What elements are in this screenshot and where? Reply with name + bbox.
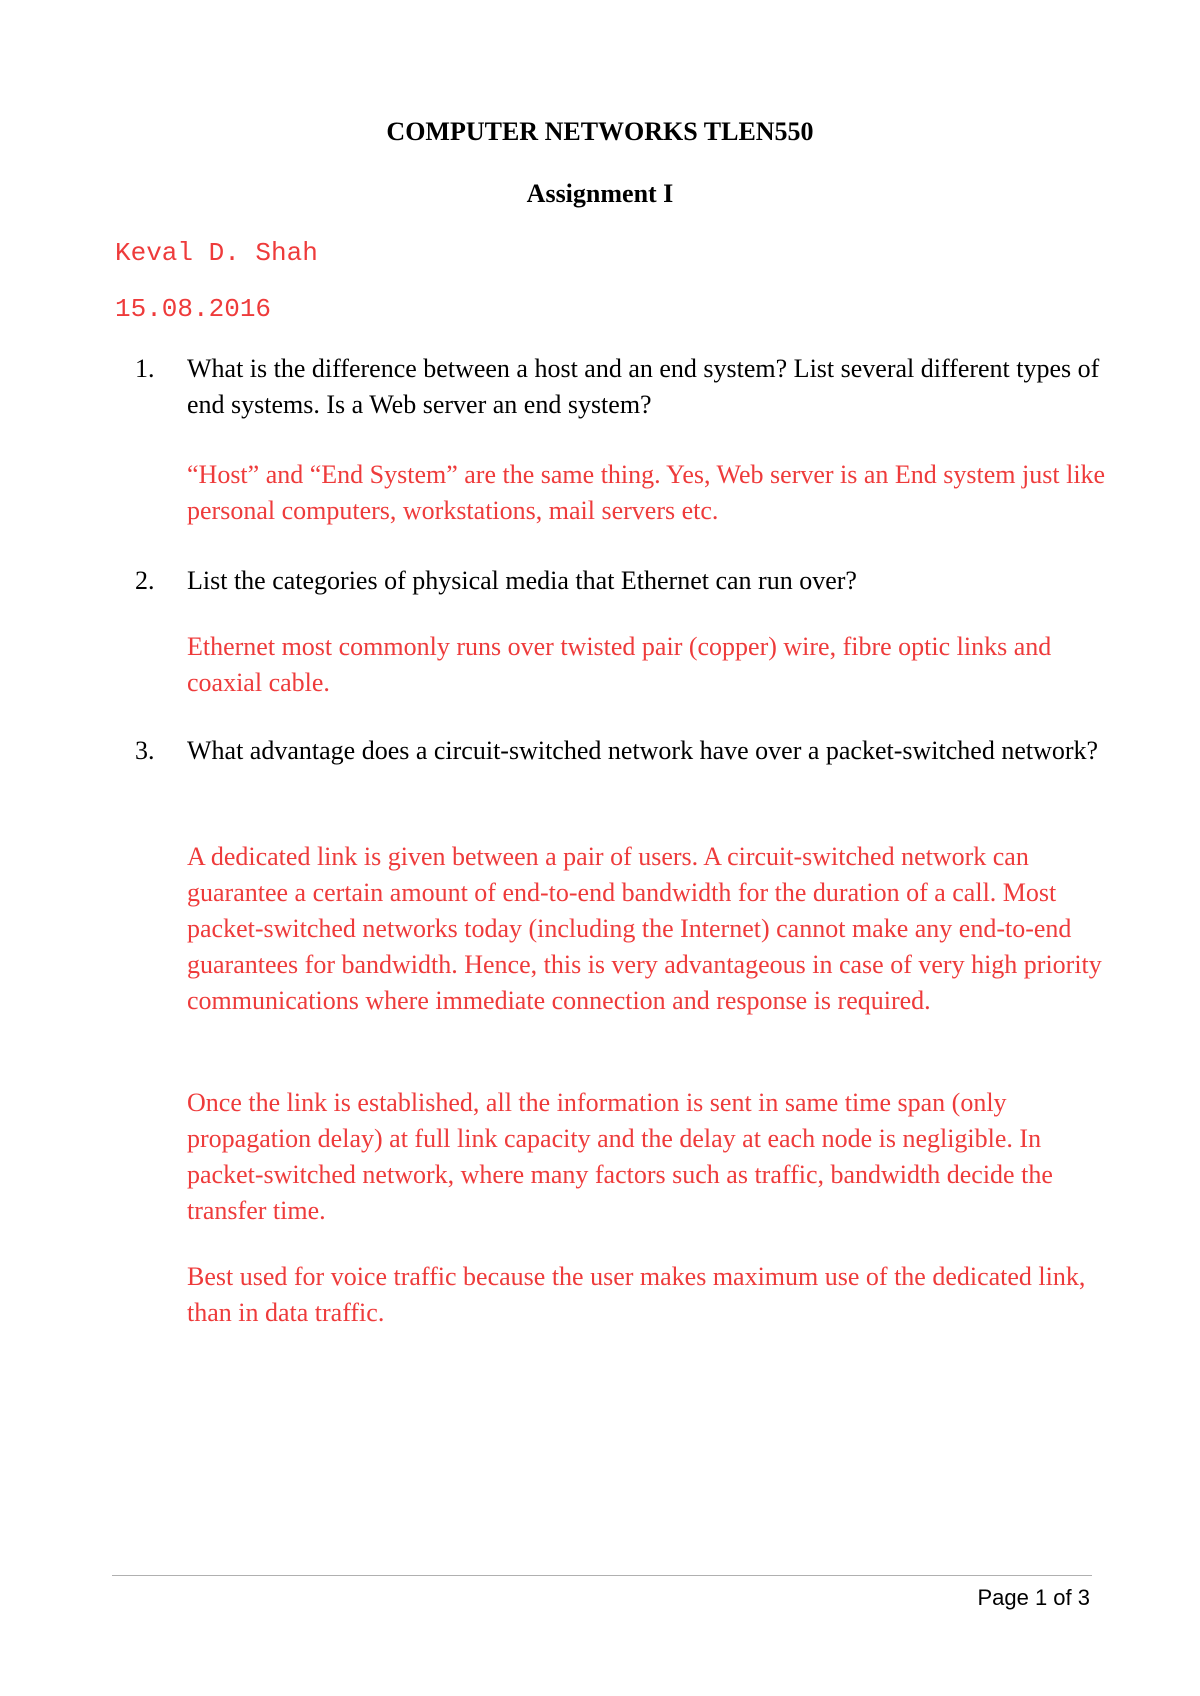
footer-divider: [112, 1575, 1092, 1576]
question-2-text: List the categories of physical media that Ethernet can run over?: [187, 566, 857, 595]
answer-2-paragraph-1: Ethernet most commonly runs over twisted pair (copper) wire, fibre optic links and coaxial cable.: [187, 632, 1052, 697]
document-title: COMPUTER NETWORKS TLEN550: [386, 117, 814, 146]
answer-3-paragraph-1: A dedicated link is given between a pair of users. A circuit-switched network can guarantee a certain amount of end-to-end bandwidth for the duration of a call. Most packet-switched networks today (including the Internet) cannot make any end-to-end guarantees for bandwidth. Hence, this is very advantageous in case of very high priority communications where immediate connection and response is required.: [187, 842, 1102, 1015]
page-number: Page 1 of 3: [977, 1585, 1090, 1610]
question-1-number: 1.: [135, 354, 155, 383]
question-1-text: What is the difference between a host and an end system? List several different types of end systems. Is a Web server an end system?: [187, 354, 1100, 419]
document-date: 15.08.2016: [115, 294, 272, 324]
answer-3-paragraph-2: Once the link is established, all the information is sent in same time span (only propagation delay) at full link capacity and the delay at each node is negligible. In packet-switched network, where many factors such as traffic, bandwidth decide the transfer time.: [187, 1088, 1053, 1225]
question-3-text: What advantage does a circuit-switched network have over a packet-switched network?: [187, 736, 1099, 765]
document-subtitle: Assignment I: [526, 179, 674, 208]
question-3-number: 3.: [135, 736, 155, 765]
question-2-number: 2.: [135, 566, 155, 595]
answer-3-paragraph-3: Best used for voice traffic because the user makes maximum use of the dedicated link, than in data traffic.: [187, 1262, 1086, 1327]
answer-1-paragraph-1: “Host” and “End System” are the same thing. Yes, Web server is an End system just like personal computers, workstations, mail servers etc.: [187, 460, 1106, 525]
author-name: Keval D. Shah: [115, 238, 318, 268]
